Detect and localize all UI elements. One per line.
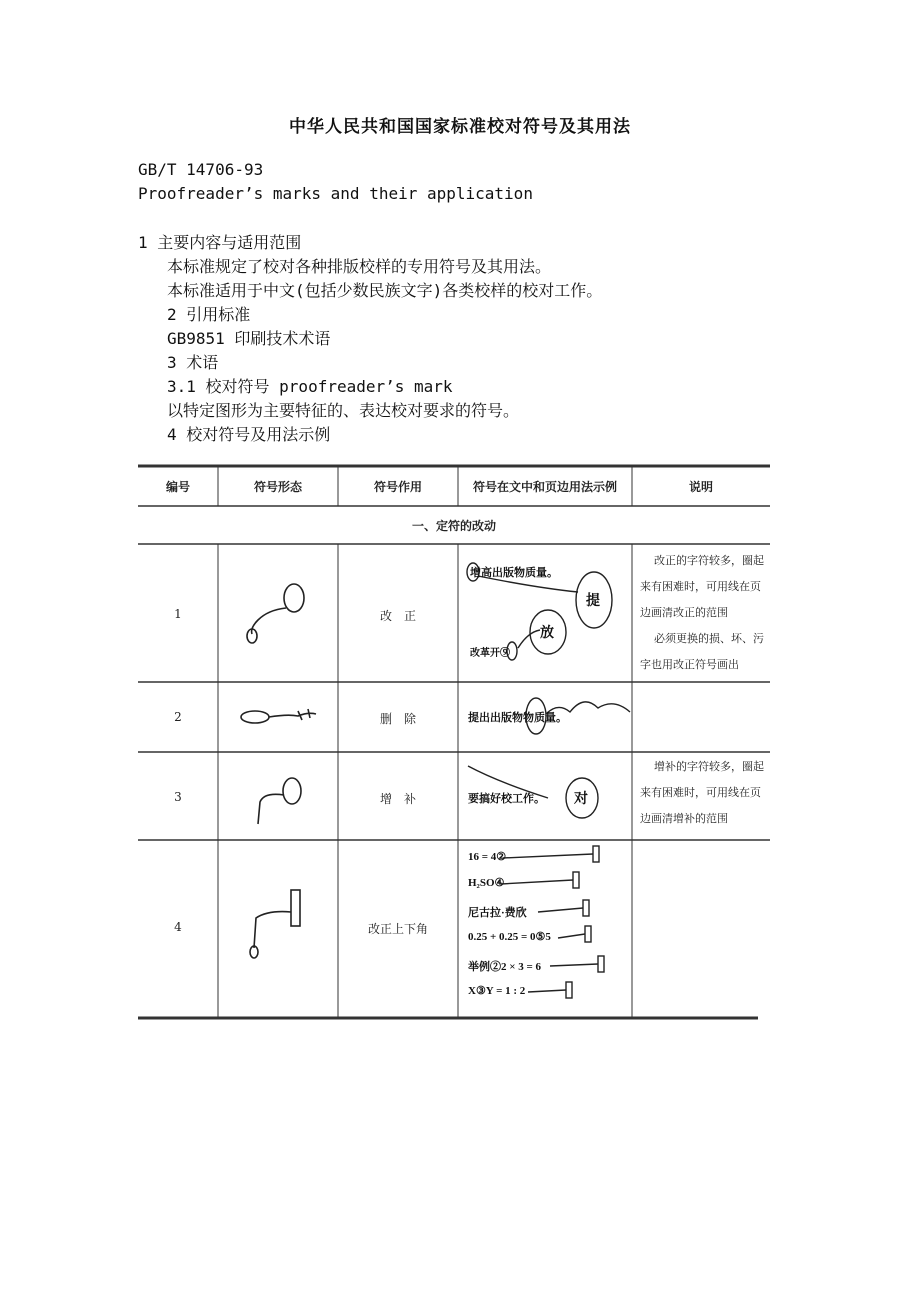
row-2-number: 2 [174, 710, 182, 724]
row-3-example-mark: 对 [574, 792, 588, 807]
row-3-note: 增补的字符较多，圈起 来有困难时，可用线在页 边画清增补的范围 [640, 760, 764, 825]
english-title: Proofreader’s marks and their application [138, 184, 533, 203]
section-3-1-heading: 3.1 校对符号 proofreader’s mark [167, 377, 453, 396]
row-2-example-text: 提出出版物物质量。 [468, 712, 567, 724]
insert-symbol-shape [258, 778, 301, 824]
row-4-example-line: 16 = 4② [468, 851, 507, 863]
header-number: 编号 [165, 480, 190, 494]
row-4-example-line: 举例②2 × 3 = 6 [468, 961, 542, 973]
paragraph: 以特定图形为主要特征的、表达校对要求的符号。 [167, 401, 520, 420]
row-1-example-text: 改革开⑨ [470, 648, 510, 659]
header-usage-example: 符号在文中和页边用法示例 [472, 480, 617, 494]
row-2-function: 删 除 [379, 712, 416, 726]
paragraph: 本标准适用于中文(包括少数民族文字)各类校样的校对工作。 [167, 281, 603, 300]
row-3-example-text: 要搞好校工作。 [468, 793, 545, 805]
row-1-number: 1 [174, 607, 182, 621]
row-1-example-mark: 放 [540, 626, 554, 641]
row-4-example-line: H₂SO④ [468, 877, 505, 889]
section-4-heading: 4 校对符号及用法示例 [167, 425, 331, 444]
row-3-number: 3 [174, 790, 182, 804]
correct-symbol-shape [247, 584, 304, 643]
row-4-number: 4 [174, 920, 182, 934]
row-1-example-text: 增高出版物质量。 [470, 567, 558, 579]
header-explanation: 说明 [688, 480, 713, 494]
paragraph: 本标准规定了校对各种排版校样的专用符号及其用法。 [167, 257, 552, 276]
row-4-function: 改正上下角 [367, 922, 428, 936]
section-2-heading: 2 引用标准 [167, 305, 251, 324]
table-grid [138, 462, 770, 1022]
row-4-example-line: 0.25 + 0.25 = 0⑤5 [468, 931, 551, 943]
standard-code: GB/T 14706-93 [138, 160, 264, 179]
document-title: 中华人民共和国国家标准校对符号及其用法 [289, 117, 631, 137]
row-1-function: 改 正 [379, 609, 416, 623]
row-3-function: 增 补 [379, 792, 416, 806]
row-1-note: 改正的字符较多，圈起 来有困难时，可用线在页 边画清改正的范围 必须更换的损、坏、污 字也用改正符号画出 [640, 554, 764, 671]
paragraph: GB9851 印刷技术术语 [167, 329, 331, 348]
section-heading: 一、定符的改动 [411, 519, 496, 533]
proofreading-marks-table [138, 462, 770, 1022]
header-symbol-form: 符号形态 [253, 480, 302, 494]
row-1-example-mark: 提 [586, 594, 600, 609]
header-symbol-function: 符号作用 [373, 480, 422, 494]
section-3-heading: 3 术语 [167, 353, 219, 372]
delete-symbol-shape [241, 709, 316, 723]
symbol-shapes [241, 584, 316, 958]
section-1-heading: 1 主要内容与适用范围 [138, 233, 302, 252]
row-4-example-line: X③Y = 1 : 2 [468, 985, 526, 997]
row-4-example-line: 尼古拉·费欣 [468, 907, 527, 919]
superscript-symbol-shape [250, 890, 300, 958]
